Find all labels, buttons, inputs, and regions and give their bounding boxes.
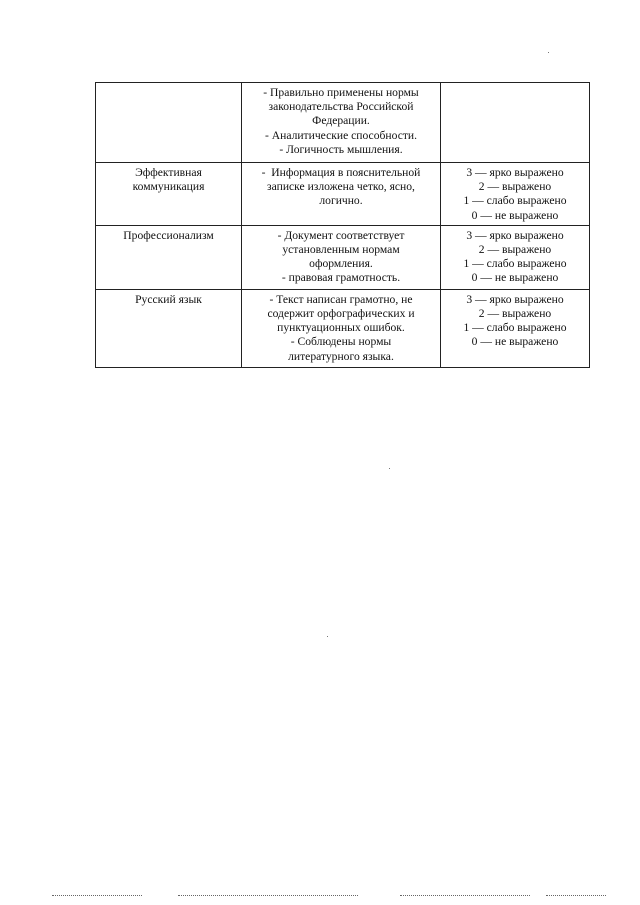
criterion-line: коммуникация (132, 180, 205, 194)
table-row (96, 225, 590, 289)
scale-line: 3 — ярко выражено (466, 292, 564, 306)
criterion-line: Эффективная (135, 166, 202, 179)
scale-line: 2 — выражено (478, 243, 552, 257)
footer-dotted-line (546, 895, 606, 896)
scale-cell (441, 225, 590, 289)
scale-cell (441, 83, 590, 163)
scale-line: 1 — слабо выражено (463, 257, 567, 271)
scan-speck (389, 468, 390, 469)
scale-line: 3 — ярко выражено (466, 166, 564, 179)
table-row (96, 83, 590, 163)
scale-cell (441, 289, 590, 367)
scale-line: 2 — выражено (478, 307, 552, 321)
criterion-cell (96, 289, 242, 367)
description-line: - правовая грамотность. (281, 271, 401, 285)
description-cell (242, 83, 441, 163)
scale-line: 2 — выражено (478, 180, 552, 194)
description-line: записке изложена четко, ясно, (267, 180, 415, 194)
scan-speck (548, 52, 549, 53)
scale-cell (441, 163, 590, 226)
description-line: - Текст написан грамотно, не (269, 292, 413, 306)
footer-dotted-line (52, 895, 142, 896)
assessment-criteria-table (95, 82, 590, 368)
description-line: пунктуационных ошибок. (277, 321, 405, 335)
footer-dotted-line (400, 895, 530, 896)
scale-line: 1 — слабо выражено (463, 321, 567, 335)
scale-line: 3 — ярко выражено (466, 228, 564, 242)
description-line: литературного языка. (288, 349, 394, 363)
description-cell (242, 225, 441, 289)
scale-line: 1 — слабо выражено (463, 194, 567, 208)
description-line: - Документ соответствует (277, 228, 405, 242)
description-cell (242, 163, 441, 226)
description-line: логично. (319, 194, 363, 208)
table-row (96, 163, 590, 226)
criterion-line: Профессионализм (123, 228, 214, 242)
table-row (96, 289, 590, 367)
description-cell (242, 289, 441, 367)
criterion-line: Русский язык (135, 292, 202, 306)
description-line: - Информация в пояснительной (261, 166, 421, 179)
criterion-cell (96, 163, 242, 226)
description-line: оформления. (309, 257, 373, 271)
scan-speck (327, 636, 328, 637)
description-line: законодательства Российской (268, 100, 414, 114)
description-line: установленным нормам (282, 243, 400, 257)
scale-line: 0 — не выражено (471, 335, 559, 349)
criterion-cell (96, 83, 242, 163)
scale-line: 0 — не выражено (471, 271, 559, 285)
description-line: содержит орфографических и (267, 307, 415, 321)
footer-dotted-line (178, 895, 358, 896)
description-line: - Аналитические способности. (264, 128, 418, 142)
description-line: - Правильно применены нормы (263, 86, 419, 99)
description-line: Федерации. (312, 114, 370, 128)
scale-line: 0 — не выражено (471, 208, 559, 222)
description-line: - Логичность мышления. (279, 142, 403, 156)
description-line: - Соблюдены нормы (290, 335, 392, 349)
criterion-cell (96, 225, 242, 289)
